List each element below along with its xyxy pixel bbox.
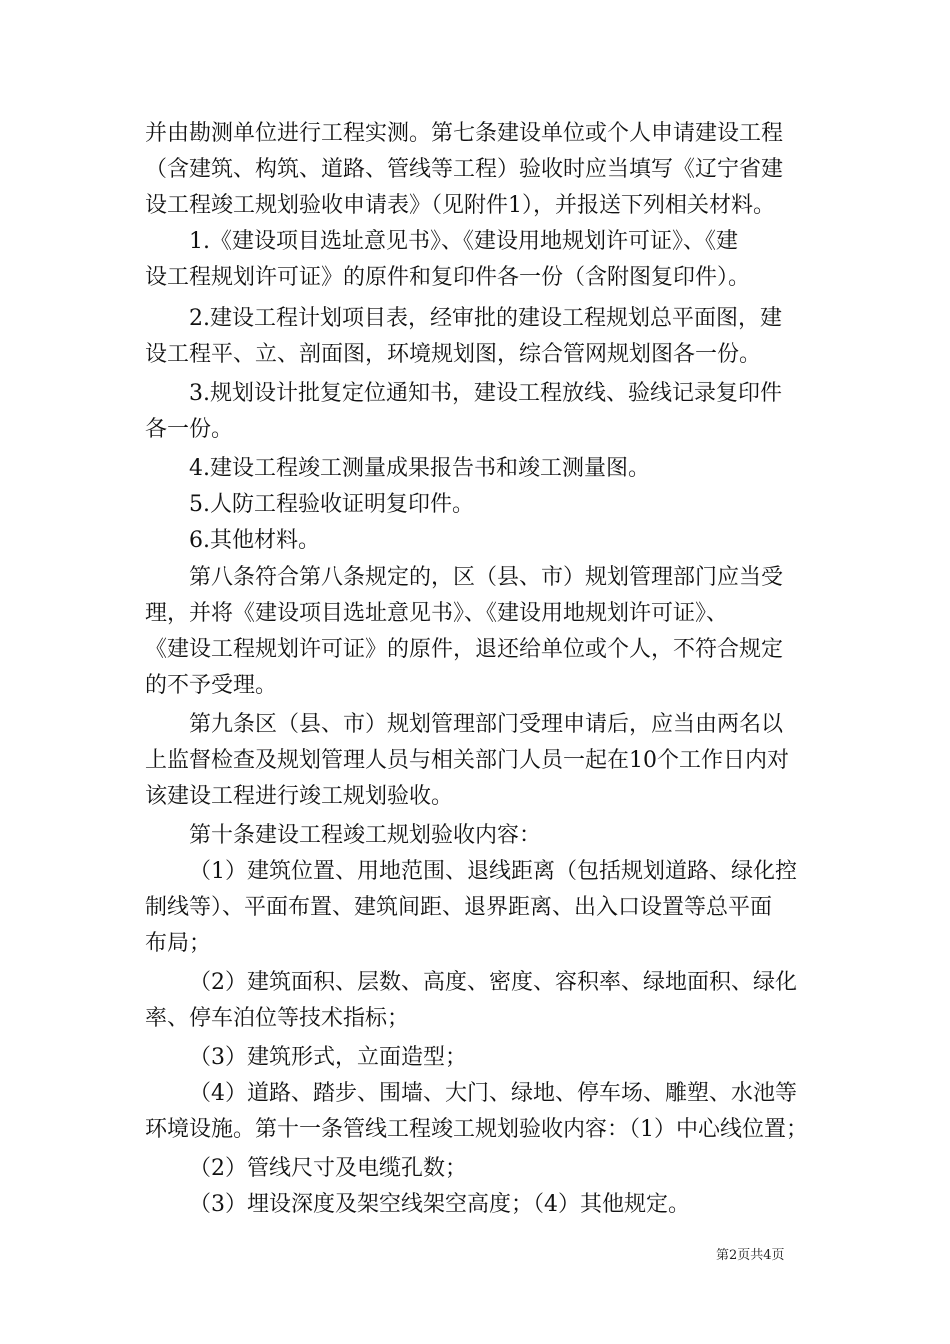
text-line: （1）建筑位置、用地范围、退线距离（包括规划道路、绿化控 bbox=[189, 859, 797, 884]
text-line: 率、停车泊位等技术指标； bbox=[145, 1006, 410, 1031]
text-line: 理，并将《建设项目选址意见书》、《建设用地规划许可证》、 bbox=[145, 601, 729, 626]
text-line: 并由勘测单位进行工程实测。第七条建设单位或个人申请建设工程 bbox=[145, 121, 784, 146]
text-line: 设工程竣工规划验收申请表》（见附件1），并报送下列相关材料。 bbox=[145, 193, 775, 218]
text-line: 该建设工程进行竣工规划验收。 bbox=[145, 784, 454, 809]
text-line: （含建筑、构筑、道路、管线等工程）验收时应当填写《辽宁省建 bbox=[145, 157, 784, 182]
text-line: 第九条区（县、市）规划管理部门受理申请后，应当由两名以 bbox=[189, 712, 784, 737]
text-line: 5.人防工程验收证明复印件。 bbox=[189, 492, 474, 517]
text-line: 制线等）、平面布置、建筑间距、退界距离、出入口设置等总平面 bbox=[145, 895, 773, 920]
text-line: 2.建设工程计划项目表，经审批的建设工程规划总平面图，建 bbox=[189, 306, 782, 331]
text-line: （2）建筑面积、层数、高度、密度、容积率、绿地面积、绿化 bbox=[189, 970, 797, 995]
text-line: 设工程平、立、剖面图，环境规划图，综合管网规划图各一份。 bbox=[145, 342, 762, 367]
text-line: 上监督检查及规划管理人员与相关部门人员一起在10个工作日内对 bbox=[145, 748, 789, 773]
text-line: 各一份。 bbox=[145, 417, 234, 442]
text-line: （2）管线尺寸及电缆孔数； bbox=[189, 1156, 467, 1181]
text-line: 3.规划设计批复定位通知书，建设工程放线、验线记录复印件 bbox=[189, 381, 782, 406]
text-line: 《建设工程规划许可证》的原件，退还给单位或个人，不符合规定 bbox=[145, 637, 784, 662]
text-line: （4）道路、踏步、围墙、大门、绿地、停车场、雕塑、水池等 bbox=[189, 1081, 797, 1106]
text-line: 环境设施。第十一条管线工程竣工规划验收内容：（1）中心线位置； bbox=[145, 1117, 808, 1142]
text-line: 1.《建设项目选址意见书》、《建设用地规划许可证》、《建 bbox=[189, 229, 738, 254]
text-line: 第八条符合第八条规定的，区（县、市）规划管理部门应当受 bbox=[189, 565, 784, 590]
page-number: 第2页共4页 bbox=[716, 1248, 785, 1263]
text-line: 第十条建设工程竣工规划验收内容： bbox=[189, 823, 542, 848]
text-line: 的不予受理。 bbox=[145, 673, 278, 698]
text-line: 4.建设工程竣工测量成果报告书和竣工测量图。 bbox=[189, 456, 650, 481]
text-line: （3）建筑形式，立面造型； bbox=[189, 1045, 467, 1070]
text-line: （3）埋设深度及架空线架空高度；（4）其他规定。 bbox=[189, 1192, 690, 1217]
text-line: 布局； bbox=[145, 931, 212, 956]
text-line: 6.其他材料。 bbox=[189, 528, 320, 553]
text-line: 设工程规划许可证》的原件和复印件各一份（含附图复印件）。 bbox=[145, 265, 751, 290]
